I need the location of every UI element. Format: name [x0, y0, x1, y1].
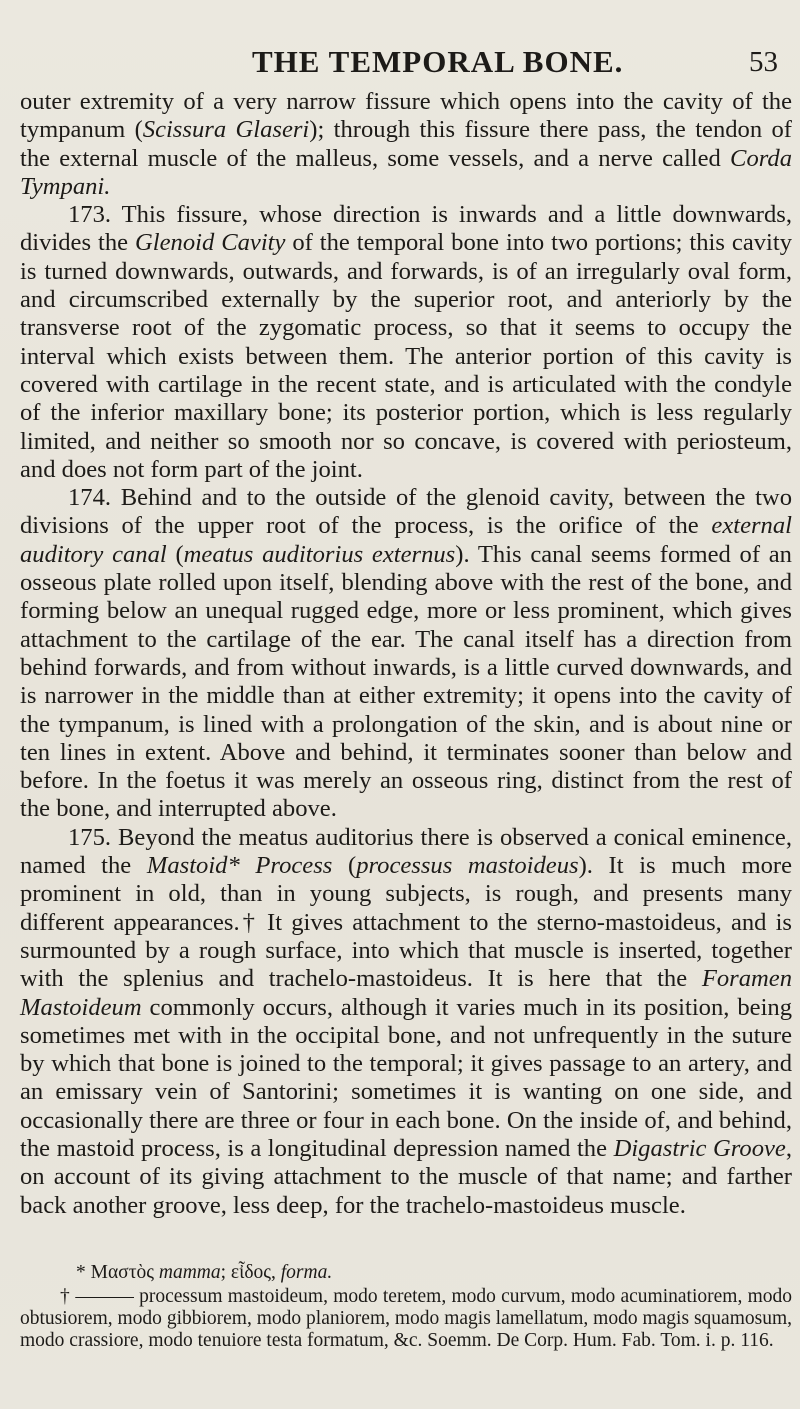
- paragraph-173: [20, 201, 792, 484]
- term-glenoid-cavity: Glenoid Cavity: [135, 229, 286, 257]
- text-run: commonly occurs, although it varies much in its position, being sometimes met with in the occipital bone, and not unfrequently in the suture by which that bone is joined to the temporal; it gives passage to an artery, and an emissary vein of Santorini; sometimes it is wanting on one side, and occasionally there are three or four in each bone. On the inside of, and behind, the mastoid process, is a longitudinal depression named the: [20, 993, 792, 1162]
- paragraph-175: [20, 824, 792, 1220]
- text-run: outer extremity of a very narrow fissure which opens into the cavity of the tympanum (: [20, 88, 792, 144]
- text-run: ; εἶδος,: [220, 1262, 281, 1283]
- text-run: forma.: [280, 1262, 333, 1283]
- page-number: 53: [749, 46, 778, 78]
- page-header: [0, 44, 800, 84]
- body-text: [20, 88, 792, 1220]
- text-run: Behind and to the outside of the glenoid cavity, between the two divisions of the upper root of the process, is the orifice of the: [20, 484, 792, 540]
- text-run: (: [332, 852, 357, 880]
- text-run: Beyond the meatus auditorius there is observed a conical eminence, named the: [20, 823, 792, 880]
- paragraph-continuation: [20, 88, 792, 201]
- text-run: mamma: [158, 1262, 221, 1283]
- footnote-soemmerring: † ——— processum mastoideum, modo teretem, modo curvum, modo acuminatiorem, modo obtusiorem, modo gibbiorem, modo planiorem, modo magis lamellatum, modo magis squamosum, modo crassiore, modo tenuiore testa formatum, &c. Soemm. De Corp. Hum. Fab. Tom. i. p. 116.: [20, 1286, 792, 1351]
- running-head: THE TEMPORAL BONE.: [252, 44, 624, 79]
- text-run: , on account of its giving attachment to the muscle of that name; and farther back another groove, less deep, for the trachelo-mastoideus muscle.: [20, 1134, 793, 1219]
- text-run: (: [166, 540, 184, 568]
- text-run: of the temporal bone into two portions; this cavity is turned downwards, outwards, and forwards, is of an irregularly oval form, and circumscribed externally by the superior root, and anteriorly by the transverse root of the zygomatic process, so that it seems to occupy the interval which exists between them. The anterior portion of this cavity is covered with cartilage in the recent state, and is articulated with the condyle of the inferior maxillary bone; its posterior portion, which is less regularly limited, and neither so smooth nor so concave, is covered with periosteum, and does not form part of the joint.: [20, 229, 792, 483]
- term-processus-mastoideus: processus mastoideus: [356, 852, 579, 880]
- term-meatus-auditorius-externus: meatus auditorius externus: [183, 540, 456, 568]
- text-run: ). This canal seems formed of an osseous plate rolled upon itself, blending above with the rest of the bone, and forming below an unequal rugged edge, more or less prominent, which gives attachment to the cartilage of the ear. The canal itself has a direction from behind forwards, and from without inwards, is a little curved downwards, and is narrower in the middle than at either extremity; it opens into the cavity of the tympanum, is lined with a prolongation of the skin, and is about nine or ten lines in extent. Above and behind, it terminates sooner than below and before. In the foetus it was merely an osseous ring, distinct from the rest of the bone, and interrupted above.: [20, 540, 792, 823]
- paragraph-number: 174.: [68, 484, 112, 512]
- term-external-auditory-canal: external auditory canal: [20, 512, 792, 568]
- term-scissura-glaseri: Scissura Glaseri: [142, 116, 310, 144]
- term-digastric-groove: Digastric Groove: [613, 1134, 786, 1162]
- text-run: ). It is much more prominent in old, than in young subjects, is rough, and presents many different appearances.† It gives attachment to the sterno-mastoideus, and is surmounted by a rough surface, into which that muscle is inserted, together with the splenius and trachelo-mastoideus. It is here that the: [20, 852, 793, 993]
- term-mastoid-process: Mastoid* Process: [146, 852, 333, 880]
- footnotes: [20, 1262, 792, 1354]
- text-run: * Μαστὸς: [76, 1262, 159, 1283]
- footnote-mastoid-etymology: [20, 1262, 792, 1284]
- paragraph-number: 173.: [68, 201, 112, 229]
- text-run: ); through this fissure there pass, the tendon of the external muscle of the malleus, some vessels, and a nerve called: [20, 116, 792, 172]
- text-run: This fissure, whose direction is inwards and a little downwards, divides the: [20, 201, 792, 257]
- term-corda-tympani: Corda Tympani.: [20, 144, 792, 200]
- paragraph-number: 175.: [68, 823, 112, 851]
- paragraph-174: [20, 484, 792, 824]
- term-foramen-mastoideum: Foramen Mastoideum: [20, 965, 792, 1021]
